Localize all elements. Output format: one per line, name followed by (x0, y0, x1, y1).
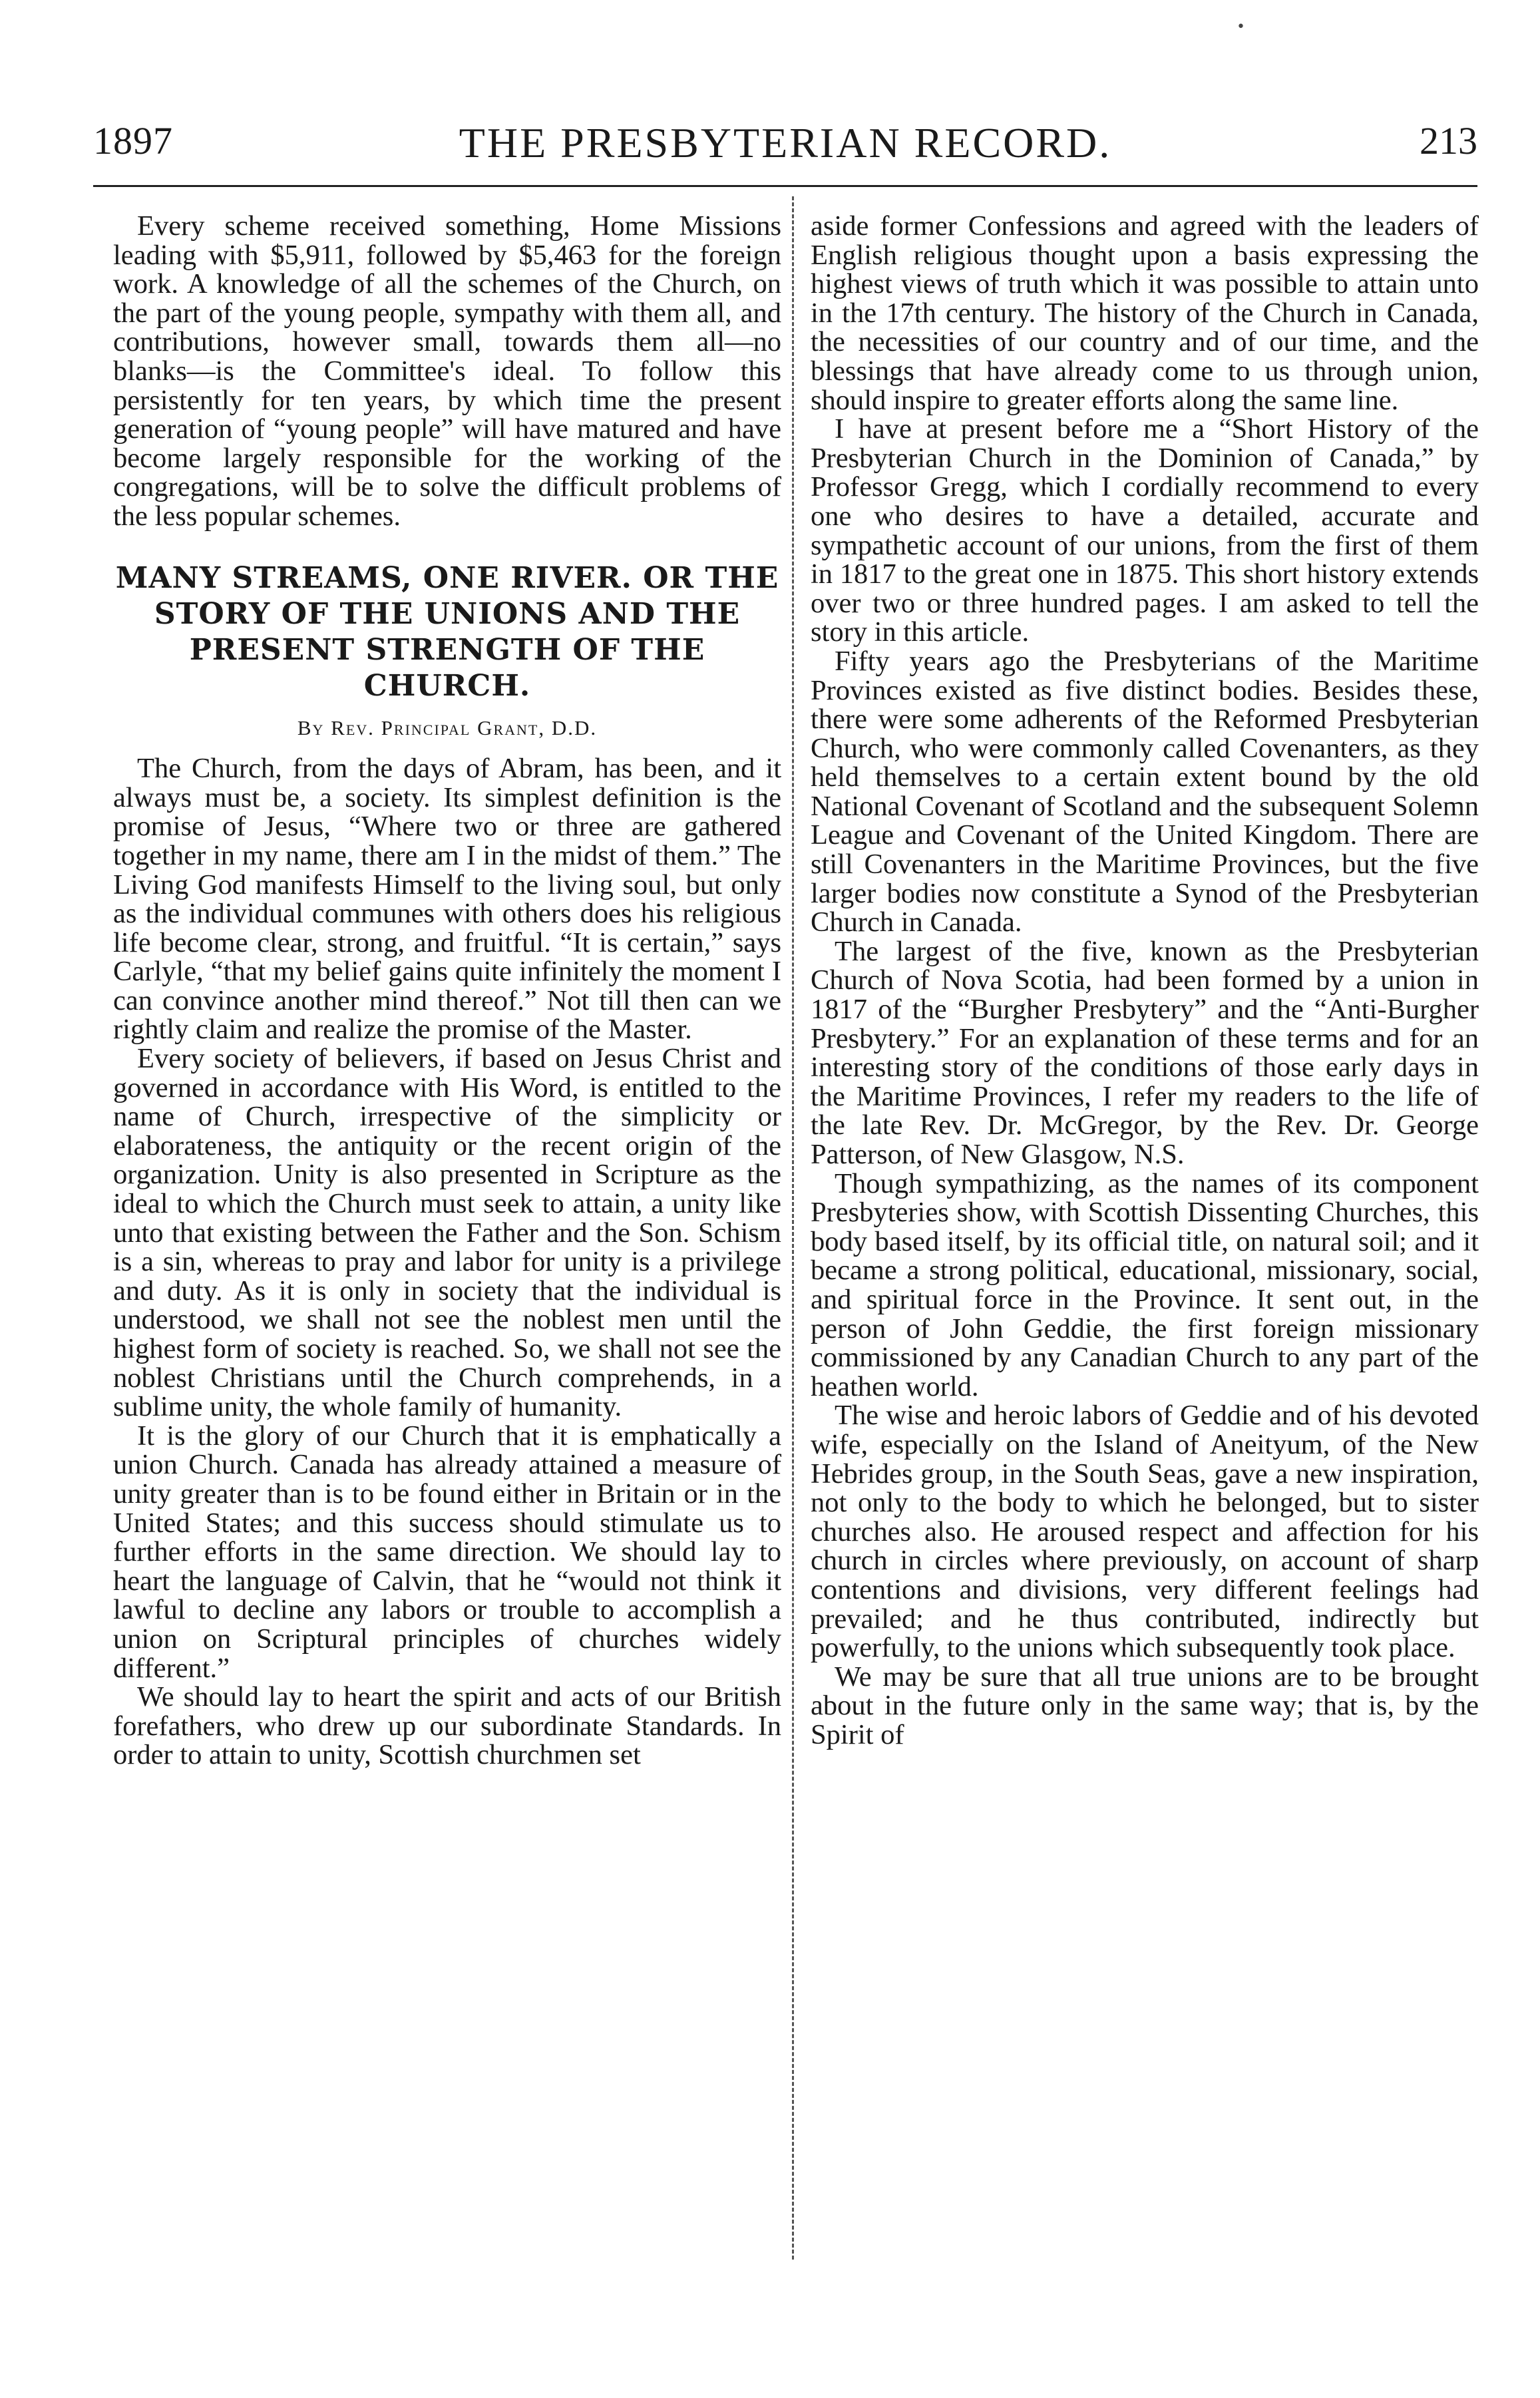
intro-paragraph: Every scheme received something, Home Missions leading with $5,911, followed by $5,463 for the foreign work. A knowledge of all the schemes of the Church, on the part of the young people, sympathy with them all, and contributions, however small, towards them all—no blanks—is the Committee's ideal. To follow this persistently for ten years, by which time the present generation of “young people” will have matured and have become largely responsible for the working of the congregations, will be to solve the difficult problems of the less popular schemes. (113, 210, 781, 532)
paragraph: It is the glory of our Church that it is emphatically a union Church. Canada has already attained a measure of unity greater than is to be found either in Britain or in the United States; and this success should stimulate us to further efforts in the same direction. We should lay to heart the language of Calvin, that he “would not think it lawful to decline any labors or trouble to accomplish a union on Scriptural principles of churches widely different.” (113, 1420, 781, 1684)
paragraph: We may be sure that all true unions are to be brought about in the future only in the same way; that is, by the Spirit of (811, 1661, 1479, 1750)
paragraph: I have at present before me a “Short History of the Presbyterian Church in the Dominion of Canada,” by Professor Gregg, which I cordially recommend to every one who desires to have a detailed, accurate and sympathetic account of our unions, from the first of them in 1817 to the great one in 1875. This short history extends over two or three hundred pages. I am asked to tell the story in this article. (811, 413, 1479, 648)
byline (113, 713, 781, 743)
header-rule (93, 185, 1477, 187)
header-title: THE PRESBYTERIAN RECORD. (459, 119, 1112, 166)
column-divider (792, 196, 794, 2260)
header-page-number: 213 (1420, 119, 1477, 162)
paragraph: Every society of believers, if based on Jesus Christ and governed in accordance with His Word, is entitled to the name of Church, irrespective of the simplicity or elaborateness, the antiquity or the recent origin of the organization. Unity is also presented in Scripture as the ideal to which the Church must seek to attain, a unity like unto that existing between the Father and the Son. Schism is a sin, whereas to pray and labor for unity is a privilege and duty. As it is only in society that the individual is understood, we shall not see the noblest men until the highest form of society is reached. So, we shall not see the noblest Christians until the Church comprehends, in a sublime unity, the whole family of humanity. (113, 1043, 781, 1423)
running-head (93, 118, 1477, 172)
paragraph: We should lay to heart the spirit and acts of our British forefathers, who drew up our subordinate Standards. In order to attain to unity, Scottish churchmen set (113, 1681, 781, 1771)
scan-mark: • (1237, 19, 1245, 35)
paragraph: The Church, from the days of Abram, has been, and it always must be, a society. Its simplest definition is the promise of Jesus, “Where two or three are gathered together in my name, there am I in the midst of them.” The Living God manifests Himself to the living soul, but only as the individual communes with others does his religious life become clear, strong, and fruitful. “It is certain,” says Carlyle, “that my belief gains quite infinitely the moment I can convince another mind thereof.” Not till then can we rightly claim and realize the promise of the Master. (113, 753, 781, 1046)
right-column (811, 212, 1479, 1749)
paragraph: The largest of the five, known as the Presbyterian Church of Nova Scotia, had been formed by a union in 1817 of the “Burgher Presbytery” and the “Anti-Burgher Presbytery.” For an explanation of these terms and for an interesting story of the conditions of those early days in the Maritime Provinces, I refer my readers to the life of the late Rev. Dr. McGregor, by the Rev. Dr. George Patterson, of New Glasgow, N.S. (811, 935, 1479, 1170)
header-year: 1897 (93, 119, 173, 162)
byline-text: By Rev. Principal Grant, D.D. (297, 715, 598, 739)
paragraph: Though sympathizing, as the names of its component Presbyteries show, with Scottish Dissenting Churches, this body based itself, by its official title, on natural soil; and it became a strong political, educational, missionary, social, and spiritual force in the Province. It sent out, in the person of John Geddie, the first foreign missionary commissioned by any Canadian Church to any part of the heathen world. (811, 1167, 1479, 1402)
article-title: MANY STREAMS, ONE RIVER. OR THE STORY OF THE UNIONS AND THE PRESENT STRENGTH OF THE CHURCH. (115, 560, 779, 703)
left-column (113, 212, 781, 1770)
paragraph: The wise and heroic labors of Geddie and of his devoted wife, especially on the Island of Aneityum, of the New Hebrides group, in the South Seas, gave a new inspiration, not only to the body to which he belonged, but to sister churches also. He aroused respect and affection for his church in circles where previously, on account of sharp contentions and divisions, very different feelings had prevailed; and he thus contributed, indirectly but powerfully, to the unions which subsequently took place. (811, 1400, 1479, 1664)
paragraph: Fifty years ago the Presbyterians of the Maritime Provinces existed as five distinct bodies. Besides these, there were some adherents of the Reformed Presbyterian Church, who were commonly called Covenanters, as they held themselves to a certain extent bound by the old National Covenant of Scotland and the subsequent Solemn League and Covenant of the United Kingdom. There are still Covenanters in the Maritime Provinces, but the five larger bodies now constitute a Synod of the Presbyterian Church in Canada. (811, 645, 1479, 938)
continuation-paragraph: aside former Confessions and agreed with the leaders of English religious thought upon a basis expressing the highest views of truth which it was possible to attain unto in the 17th century. The history of the Church in Canada, the necessities of our country and of our time, and the blessings that have already come to us through union, should inspire to greater efforts along the same line. (811, 210, 1479, 416)
